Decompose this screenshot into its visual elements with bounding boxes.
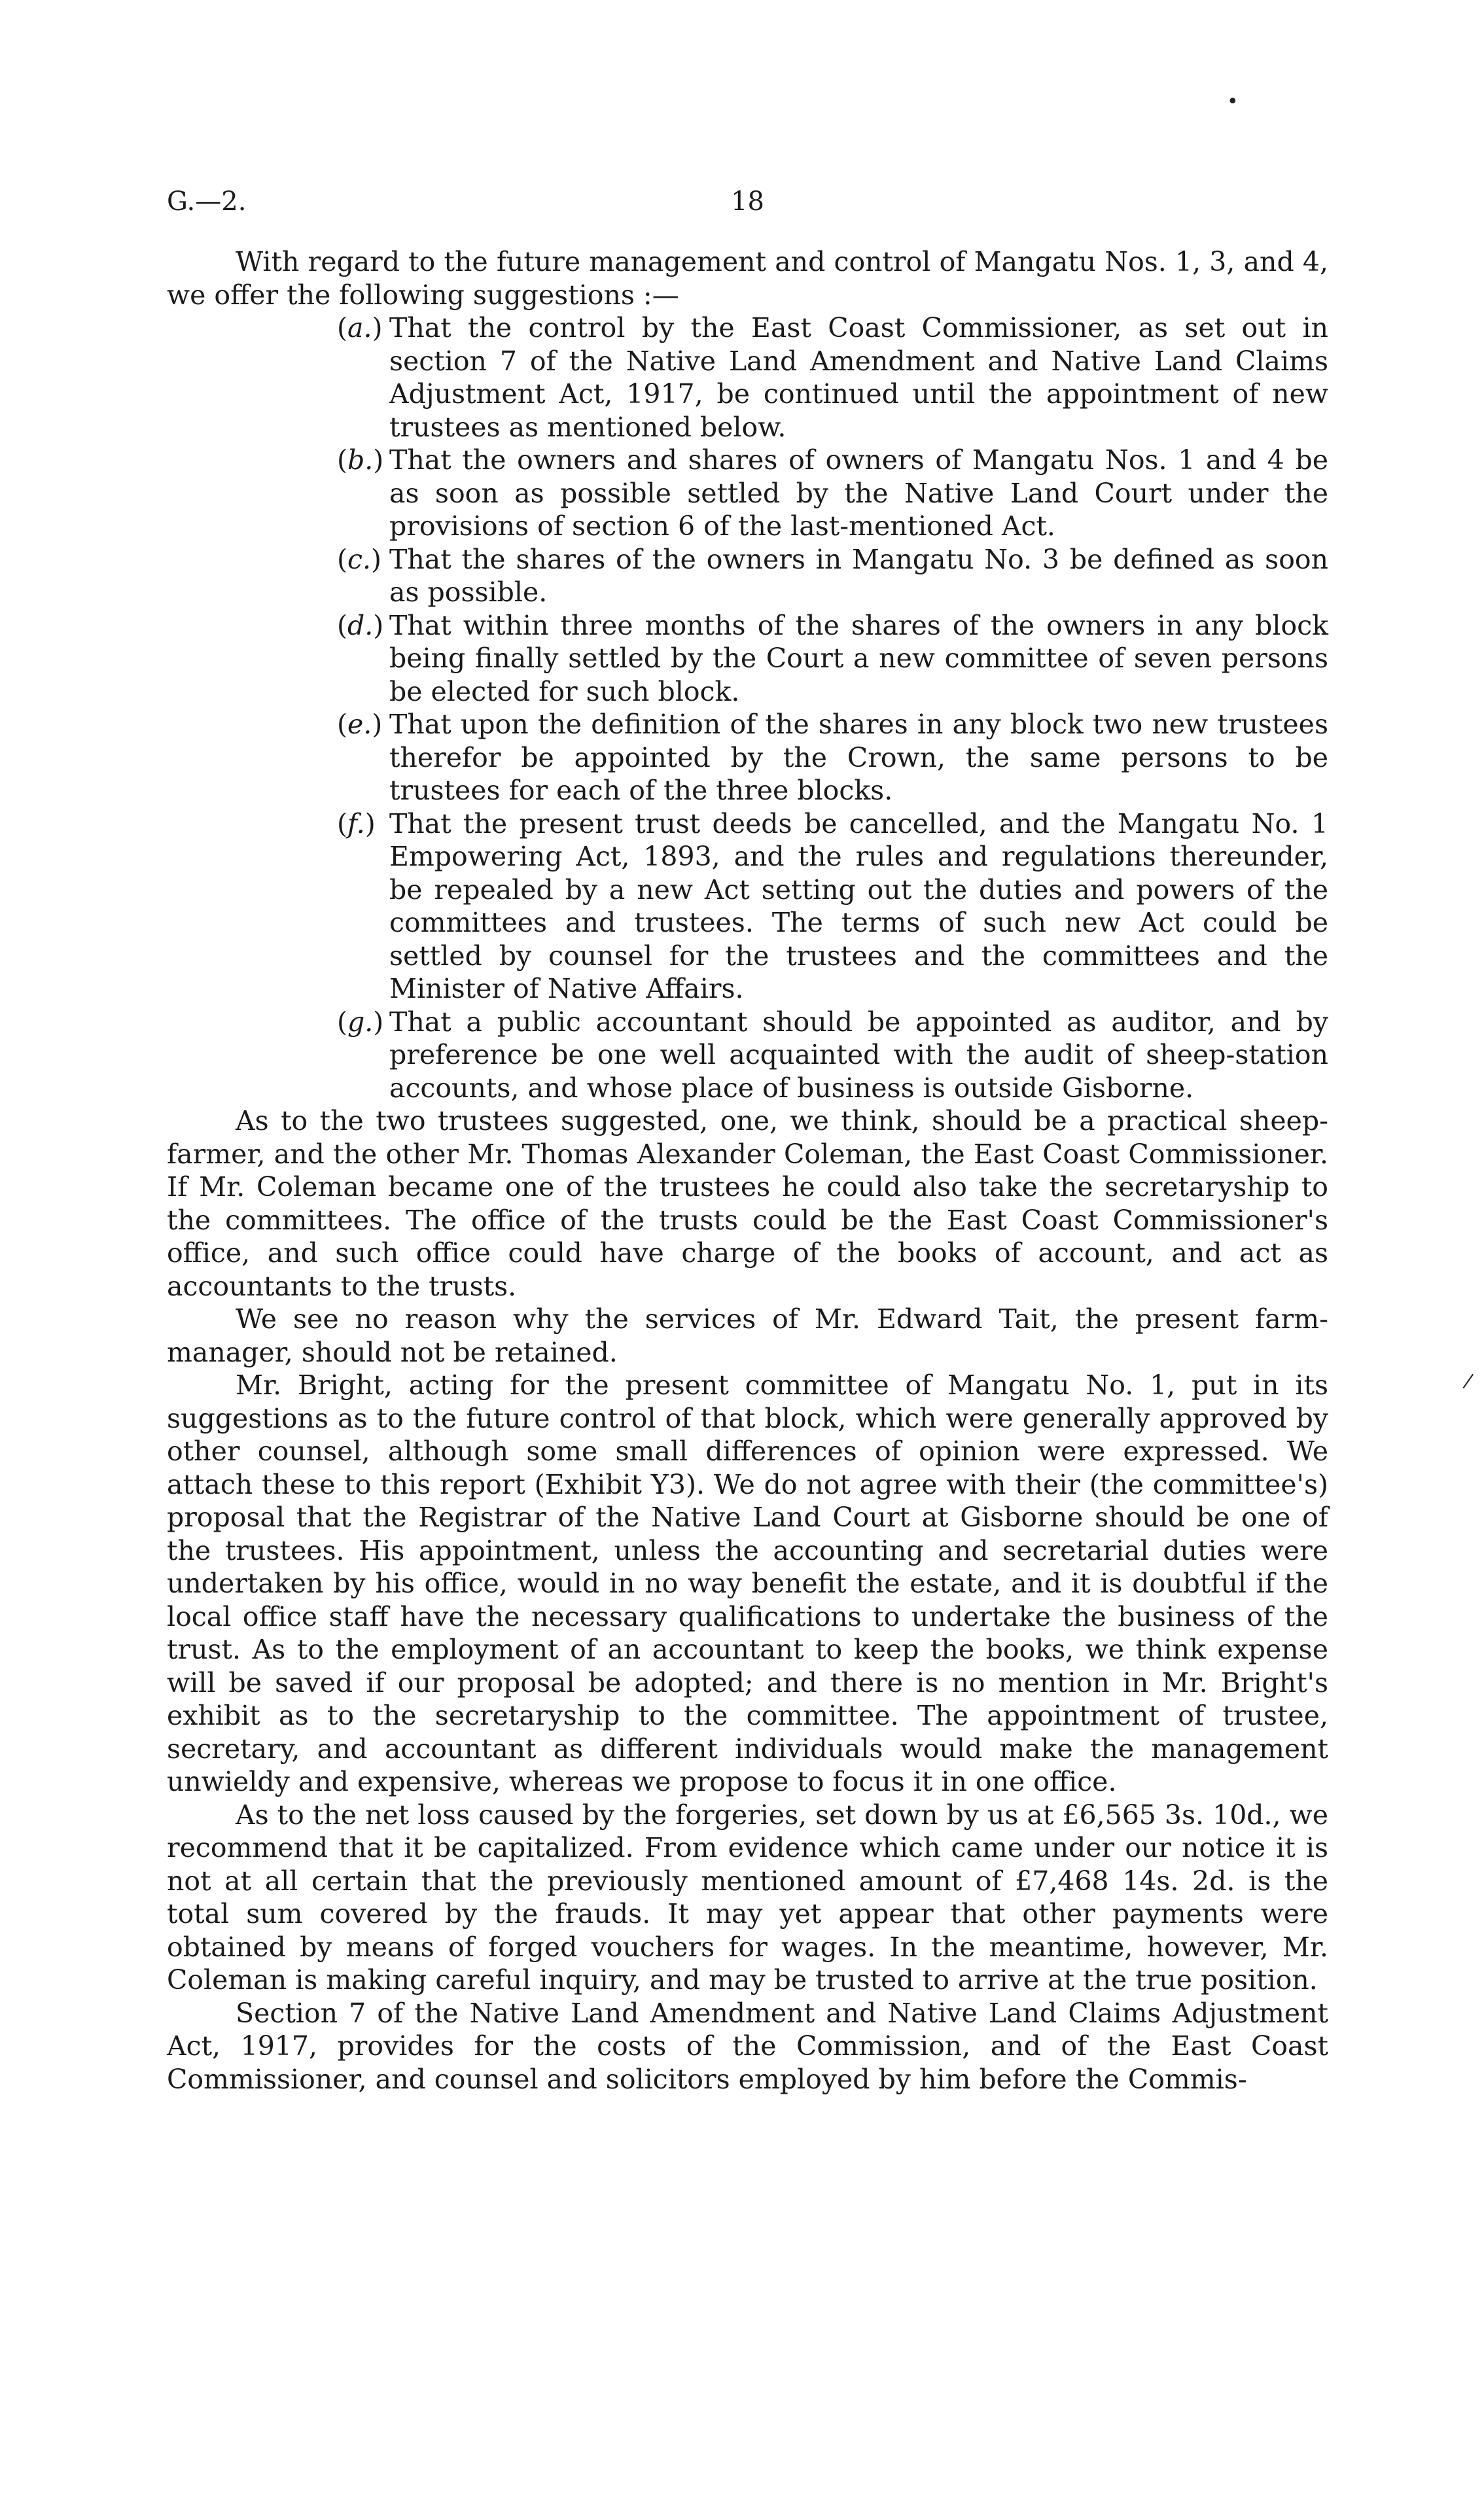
intro-paragraph: With regard to the future management and control of Mangatu Nos. 1, 3, and 4, we offer the following suggestions :— <box>167 246 1328 311</box>
body-paragraph: Section 7 of the Native Land Amendment and Native Land Claims Adjustment Act, 1917, provides for the costs of the Commission, and of the East Coast Commissioner, and counsel and solicitors employed by him before the Commis- <box>167 1997 1328 2095</box>
item-label: (e.) <box>337 709 383 740</box>
page-number: 18 <box>731 186 764 217</box>
suggestion-item <box>167 543 1328 609</box>
item-label: (g.) <box>337 1006 384 1038</box>
suggestion-item <box>167 807 1328 1006</box>
item-label: (c.) <box>337 543 381 575</box>
item-text: That upon the definition of the shares in any block two new trustees therefor be appointed by the Crown, the same persons to be trustees for each of the three blocks. <box>389 709 1328 806</box>
item-text: That the shares of the owners in Mangatu No. 3 be defined as soon as possible. <box>389 543 1328 608</box>
suggestion-item <box>167 609 1328 709</box>
item-text: That the control by the East Coast Commissioner, as set out in section 7 of the Native Land Amendment and Native Land Claims Adjustment Act, 1917, be continued until the appointment of new trustees as mentioned below. <box>389 312 1328 443</box>
body-paragraph: Mr. Bright, acting for the present committee of Mangatu No. 1, put in its suggestions as to the future control of that block, which were generally approved by other counsel, although some small differences of opinion were expressed. We attach these to this report (Exhibit Y3). We do not agree with their (the committee's) proposal that the Registrar of the Native Land Court at Gisborne should be one of the trustees. His appointment, unless the accounting and secretarial duties were undertaken by his office, would in no way benefit the estate, and it is doubtful if the local office staff have the necessary qualifications to undertake the business of the trust. As to the employment of an accountant to keep the books, we think expense will be saved if our proposal be adopted; and there is no mention in Mr. Bright's exhibit as to the secretaryship to the committee. The appointment of trustee, secretary, and accountant as different individuals would make the management unwieldy and expensive, whereas we propose to focus it in one office. <box>167 1369 1328 1797</box>
item-text: That the present trust deeds be cancelled, and the Mangatu No. 1 Empowering Act, 1893, and the rules and regulations thereunder, be repealed by a new Act setting out the duties and powers of the committees and trustees. The terms of such new Act could be settled by counsel for the trustees and the committees and the Minister of Native Affairs. <box>389 807 1328 1004</box>
item-label: (d.) <box>337 609 384 641</box>
body-paragraph: As to the two trustees suggested, one, we think, should be a practical sheep-farmer, and the other Mr. Thomas Alexander Coleman, the East Coast Commissioner. If Mr. Coleman became one of the trustees he could also take the secretaryship to the committees. The office of the trusts could be the East Coast Commissioner's office, and such office could have charge of the books of account, and act as accountants to the trusts. <box>167 1105 1328 1302</box>
suggestions-list <box>167 311 1328 1104</box>
item-text: That the owners and shares of owners of Mangatu Nos. 1 and 4 be as soon as possible settled by the Native Land Court under the provisions of section 6 of the last-mentioned Act. <box>389 444 1328 542</box>
body-paragraph: As to the net loss caused by the forgeries, set down by us at £6,565 3s. 10d., we recommend that it be capitalized. From evidence which came under our notice it is not at all certain that the previously mentioned amount of £7,468 14s. 2d. is the total sum covered by the frauds. It may yet appear that other payments were obtained by means of forged vouchers for wages. In the meantime, however, Mr. Coleman is making careful inquiry, and may be trusted to arrive at the true position. <box>167 1799 1328 1996</box>
item-label: (f.) <box>337 807 376 839</box>
item-label: (b.) <box>337 444 384 476</box>
body-text <box>167 245 1328 2096</box>
body-paragraph: We see no reason why the services of Mr. Edward Tait, the present farm-manager, should not be retained. <box>167 1303 1328 1368</box>
document-page <box>167 0 1328 2519</box>
item-label: (a.) <box>337 312 383 344</box>
suggestion-item <box>167 1006 1328 1105</box>
stray-dot-mark: • <box>1227 90 1239 113</box>
suggestion-item <box>167 444 1328 543</box>
page-reference: G.—2. <box>167 186 247 217</box>
stray-tick-mark: | <box>1460 1371 1477 1390</box>
page-header <box>167 186 1328 226</box>
item-text: That within three months of the shares of the owners in any block being finally settled by the Court a new committee of seven persons be elected for such block. <box>389 609 1328 707</box>
item-text: That a public accountant should be appointed as auditor, and by preference be one well acquainted with the audit of sheep-station accounts, and whose place of business is outside Gisborne. <box>389 1006 1328 1104</box>
suggestion-item <box>167 708 1328 807</box>
suggestion-item <box>167 311 1328 444</box>
